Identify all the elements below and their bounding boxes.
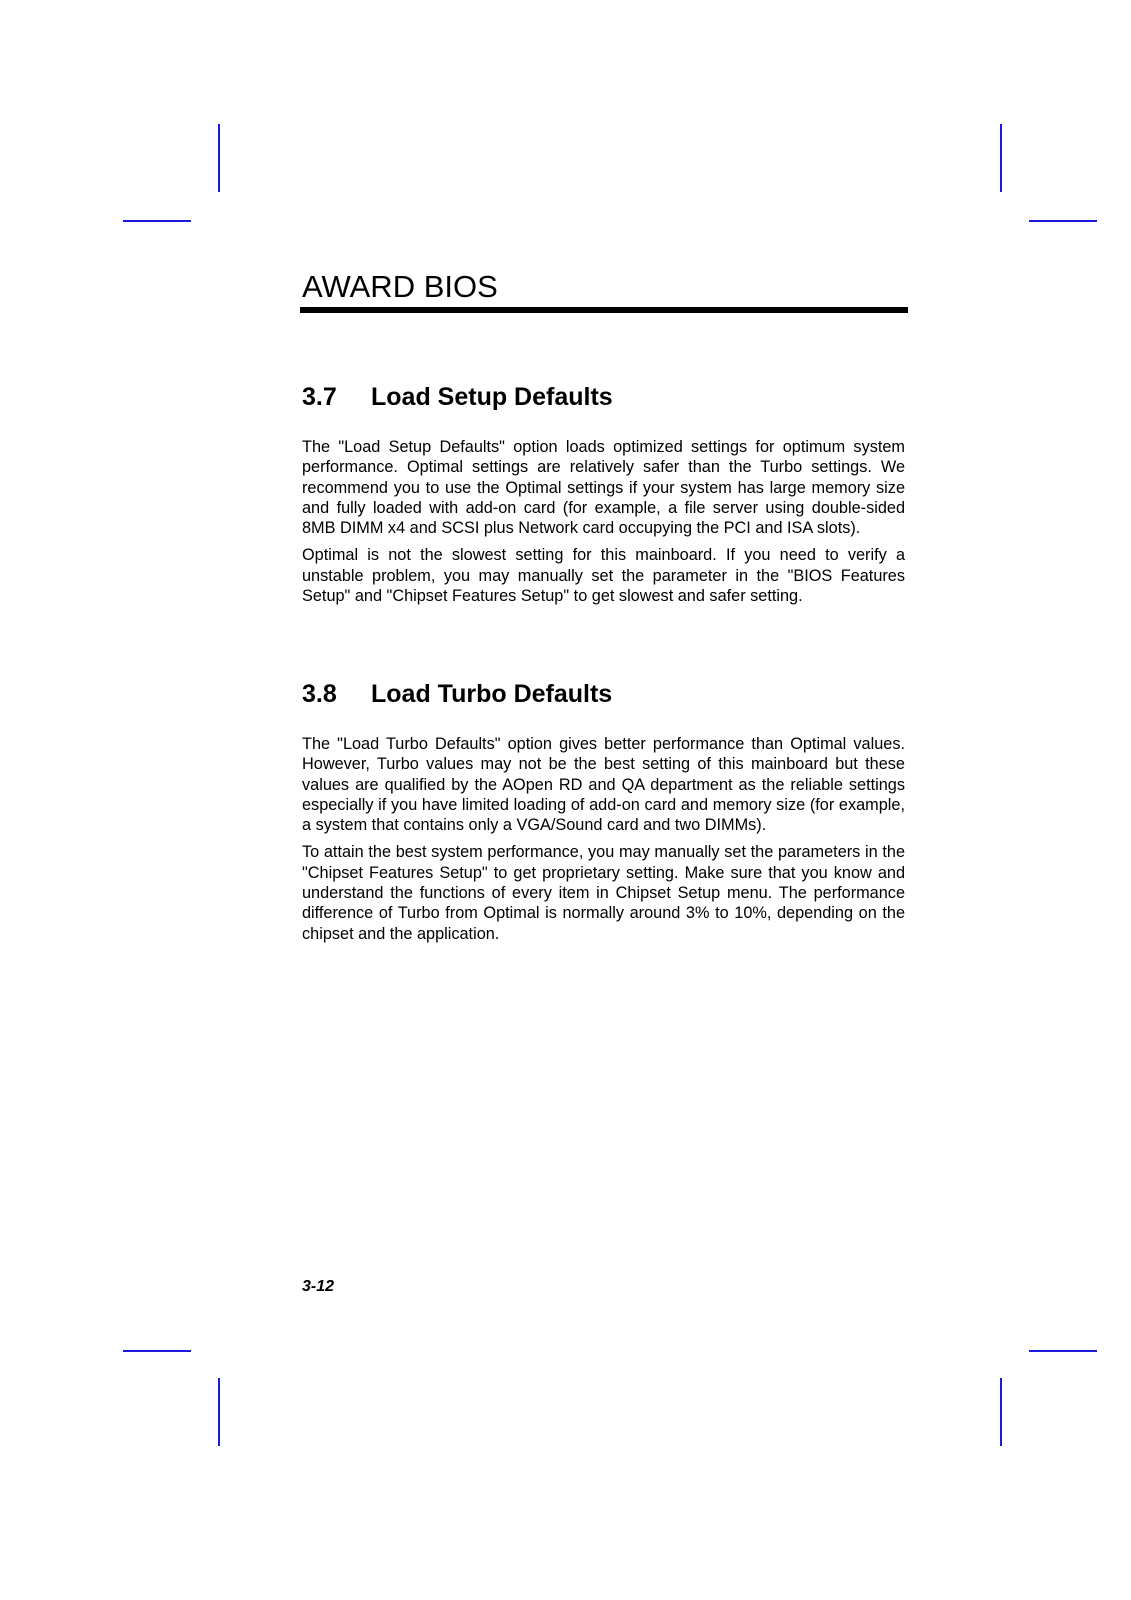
section-3-8 bbox=[302, 678, 905, 944]
running-header-title: AWARD BIOS bbox=[302, 269, 498, 304]
crop-mark-top-left-horizontal bbox=[123, 220, 191, 222]
crop-mark-bottom-left-vertical bbox=[218, 1378, 220, 1446]
section-title: Load Setup Defaults bbox=[371, 383, 613, 411]
header-rule bbox=[300, 307, 908, 313]
paragraph: The "Load Setup Defaults" option loads optimized settings for optimum system performance. Optimal settings are relatively safer than the Turbo settings. We recommend you to use the Optimal settings if your system has large memory size and fully loaded with add-on card (for example, a file server using double-sided 8MB DIMM x4 and SCSI plus Network card occupying the PCI and ISA slots). bbox=[302, 438, 905, 538]
section-title: Load Turbo Defaults bbox=[371, 680, 613, 708]
running-header bbox=[302, 268, 908, 306]
section-number: 3.8 bbox=[302, 680, 337, 708]
section-3-7 bbox=[302, 381, 905, 606]
paragraph: Optimal is not the slowest setting for this mainboard. If you need to verify a unstable problem, you may manually set the parameter in the "BIOS Features Setup" and "Chipset Features Setup" to get slowest and safer setting. bbox=[302, 546, 905, 606]
crop-mark-bottom-right-horizontal bbox=[1029, 1350, 1097, 1352]
section-number: 3.7 bbox=[302, 383, 337, 411]
crop-mark-top-left-vertical bbox=[218, 124, 220, 192]
crop-mark-top-right-vertical bbox=[1000, 124, 1002, 192]
paragraph: The "Load Turbo Defaults" option gives better performance than Optimal values. However, Turbo values may not be the best setting of this mainboard but these values are qualified by the AOpen RD and QA department as the reliable settings especially if you have limited loading of add-on card and memory size (for example, a system that contains only a VGA/Sound card and two DIMMs). bbox=[302, 735, 905, 835]
crop-mark-top-right-horizontal bbox=[1029, 220, 1097, 222]
section-heading bbox=[302, 381, 905, 413]
crop-mark-bottom-left-horizontal bbox=[123, 1350, 191, 1352]
crop-mark-bottom-right-vertical bbox=[1000, 1378, 1002, 1446]
page-number: 3-12 bbox=[302, 1278, 335, 1295]
section-heading bbox=[302, 678, 905, 710]
paragraph: To attain the best system performance, you may manually set the parameters in the "Chipset Features Setup" to get proprietary setting. Make sure that you know and understand the functions of every item in Chipset Setup menu. The performance difference of Turbo from Optimal is normally around 3% to 10%, depending on the chipset and the application. bbox=[302, 843, 905, 943]
